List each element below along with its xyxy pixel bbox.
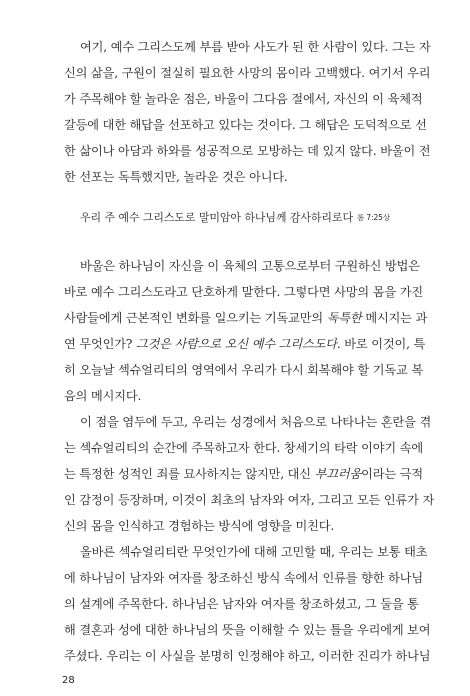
scripture-quote [0,205,470,231]
scripture-reference: 롬 7:25상 [356,213,391,222]
paragraph-3-line-4: 인 감정이 등장하며, 이것이 최초의 남자와 여자, 그리고 모든 인류가 자 [64,493,435,507]
text-run: 연 무엇인가? [64,337,136,351]
text-run: 이라는 극적 [361,467,423,481]
paragraph-1-line-4: 갈등에 대한 해답을 선포하고 있다는 것이다. 그 해답은 도덕적으로 선 [64,118,427,132]
paragraph-3-line-5: 신의 몸을 인식하고 경험하는 방식에 영향을 미친다. [64,519,335,533]
paragraph-1-line-3: 가 주목해야 할 놀라운 점은, 바울이 그다음 절에서, 자신의 이 육체적 [64,92,423,106]
text-run: 메시지는 과 [361,311,428,325]
emphasis-text: 독특한 [326,311,362,325]
emphasis-text: 그것은 사람으로 오신 예수 그리스도다. [135,337,341,351]
paragraph-2-line-3 [64,305,428,331]
paragraph-4-line-1: 올바른 섹슈얼리티란 무엇인가에 대해 고민할 때, 우리는 보통 태초 [80,545,428,559]
text-run: 바로 이것이, 특 [340,337,426,351]
paragraph-4-line-3: 의 설계에 주목한다. 하나님은 남자와 여자를 창조하셨고, 그 둘을 통 [64,597,419,611]
emphasis-text: 부끄러움 [314,467,362,481]
paragraph-1-line-6: 한 선포는 독특했지만, 놀라운 것은 아니다. [64,170,288,184]
paragraph-4-line-2: 에 하나님이 남자와 여자를 창조하신 방식 속에서 인류를 향한 하나님 [64,571,423,585]
text-run: 는 특정한 성적인 죄를 묘사하지는 않지만, 대신 [64,467,315,481]
paragraph-1-line-2: 신의 삶을, 구원이 절실히 필요한 사망의 몸이라 고백했다. 여기서 우리 [64,66,431,80]
paragraph-3-line-2: 는 섹슈얼리티의 순간에 주목하고자 한다. 창세기의 타락 이야기 속에 [64,441,423,455]
paragraph-1-line-5: 한 삶이나 아담과 하와를 성공적으로 모방하는 데 있지 않다. 바울이 전 [64,144,431,158]
paragraph-2-line-1: 바울은 하나님이 자신을 이 육체의 고통으로부터 구원하신 방법은 [80,259,420,273]
page-number: 28 [62,675,75,686]
paragraph-2-line-2: 바로 예수 그리스도라고 단호하게 말한다. 그렇다면 사망의 몸을 가진 [64,285,423,299]
paragraph-2-line-4 [64,331,426,357]
paragraph-2-line-6: 음의 메시지다. [64,389,142,403]
paragraph-4-line-5: 주셨다. 우리는 이 사실을 분명히 인정해야 하고, 이러한 진리가 하나님 [64,649,431,663]
scripture-quote-text: 우리 주 예수 그리스도로 말미암아 하나님께 감사하리로다 [79,211,353,224]
paragraph-3-line-3 [64,461,423,487]
paragraph-3-line-1: 이 점을 염두에 두고, 우리는 성경에서 처음으로 나타나는 혼란을 겪 [80,415,432,429]
text-run: 사람들에게 근본적인 변화를 일으키는 기독교만의 [64,311,327,325]
paragraph-4-line-4: 해 결혼과 성에 대한 하나님의 뜻을 이해할 수 있는 틀을 우리에게 보여 [64,623,431,637]
paragraph-1-line-1: 여기, 예수 그리스도께 부름 받아 사도가 된 한 사람이 있다. 그는 자 [80,40,431,54]
paragraph-2-line-5: 히 오늘날 섹슈얼리티의 영역에서 우리가 다시 회복해야 할 기독교 복 [64,363,423,377]
